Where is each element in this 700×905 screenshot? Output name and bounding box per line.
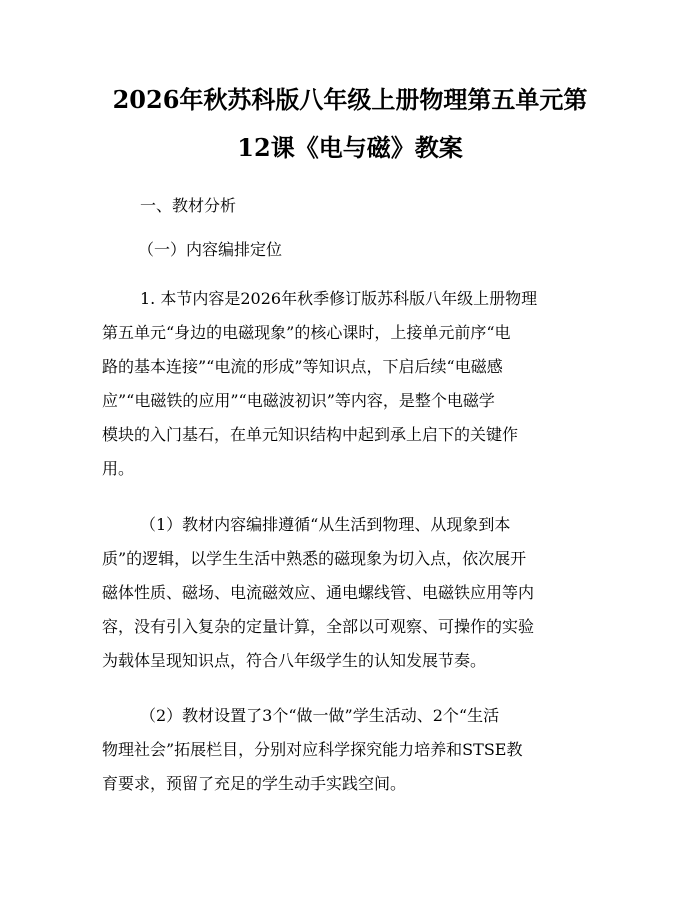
- paragraph-1-line-3: 路的基本连接”“电流的形成”等知识点，下启后续“电磁感: [102, 357, 503, 376]
- paragraph-3-line-3: 育要求，预留了充足的学生动手实践空间。: [102, 774, 407, 793]
- paragraph-2-line-4: 容，没有引入复杂的定量计算，全部以可观察、可操作的实验: [102, 617, 535, 636]
- section-heading-textbook-analysis: 一、教材分析: [140, 196, 237, 215]
- paragraph-2-line-5: 为载体呈现知识点，符合八年级学生的认知发展节奏。: [102, 651, 487, 670]
- paragraph-3-line-2: 物理社会”拓展栏目，分别对应科学探究能力培养和STSE教: [102, 740, 523, 759]
- document-title-line-2: 12课《电与磁》教案: [237, 133, 463, 162]
- paragraph-1-line-2: 第五单元“身边的电磁现象”的核心课时，上接单元前序“电: [102, 323, 511, 342]
- paragraph-1-line-5: 模块的入门基石，在单元知识结构中起到承上启下的关键作: [102, 425, 519, 444]
- subsection-heading-content-arrangement: （一）内容编排定位: [138, 240, 283, 259]
- paragraph-2-line-2: 质”的逻辑，以学生生活中熟悉的磁现象为切入点，依次展开: [102, 549, 527, 568]
- paragraph-2-line-3: 磁体性质、磁场、电流磁效应、通电螺线管、电磁铁应用等内: [102, 583, 535, 602]
- paragraph-2-line-1: （1）教材内容编排遵循“从生活到物理、从现象到本: [140, 515, 511, 534]
- paragraph-1-line-1: 1. 本节内容是2026年秋季修订版苏科版八年级上册物理: [140, 289, 538, 308]
- paragraph-1-line-4: 应”“电磁铁的应用”“电磁波初识”等内容，是整个电磁学: [102, 391, 495, 410]
- paragraph-1-line-6: 用。: [102, 459, 135, 478]
- paragraph-3-line-1: （2）教材设置了3个“做一做”学生活动、2个“生活: [140, 706, 500, 725]
- document-title-line-1: 2026年秋苏科版八年级上册物理第五单元第: [112, 85, 588, 114]
